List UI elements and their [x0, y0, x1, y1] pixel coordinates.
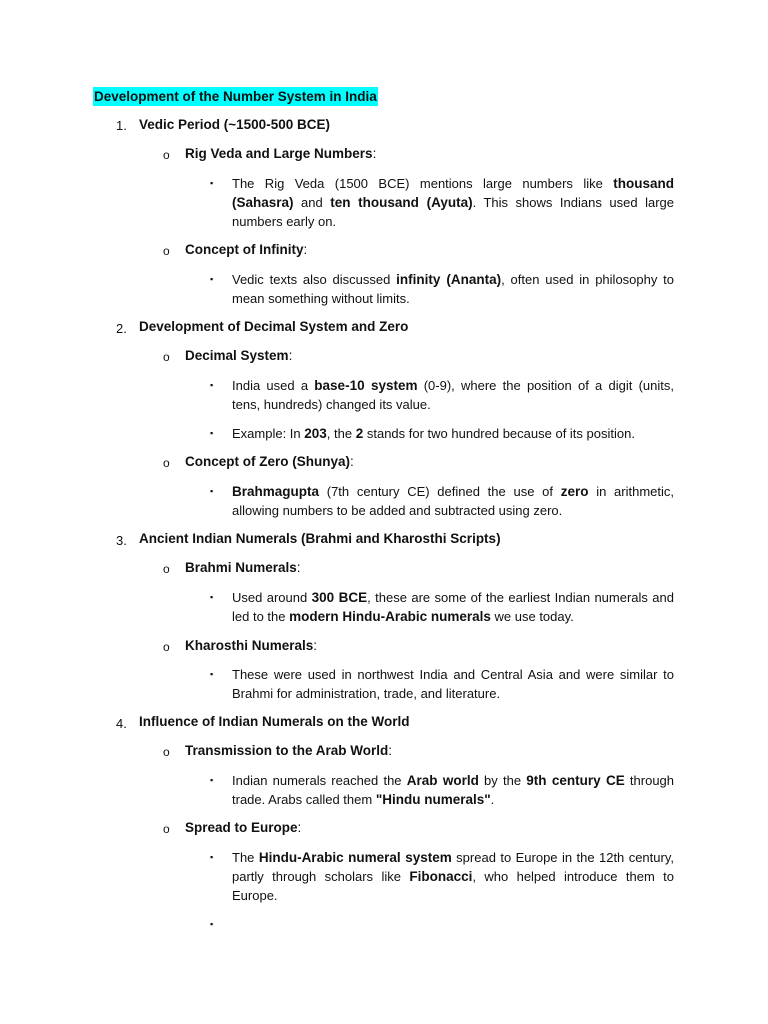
bullet-marker: ▪	[210, 380, 214, 390]
subheading: Concept of Zero (Shunya):	[185, 454, 354, 469]
sub-marker: o	[163, 745, 170, 759]
section-heading: Development of Decimal System and Zero	[139, 319, 409, 334]
section-heading: Ancient Indian Numerals (Brahmi and Kharosthi Scripts)	[139, 531, 501, 546]
bullet-text: Vedic texts also discussed infinity (Ananta), often used in philosophy to mean something without limits.	[232, 272, 675, 306]
bullet-marker: ▪	[210, 775, 214, 785]
bullet-text: Used around 300 BCE, these are some of the earliest Indian numerals and led to the modern Hindu-Arabic numerals we use today.	[232, 590, 674, 624]
bullet-text: The Rig Veda (1500 BCE) mentions large numbers like thousand (Sahasra) and ten thousand (Ayuta). This shows Indians used large numbers early on.	[232, 176, 674, 229]
sub-marker: o	[163, 562, 170, 576]
subheading: Rig Veda and Large Numbers:	[185, 146, 377, 161]
bullet-text: The Hindu-Arabic numeral system spread to Europe in the 12th century, partly through scholars like Fibonacci, who helped introduce them to Europe.	[232, 850, 675, 903]
section-heading: Vedic Period (~1500-500 BCE)	[139, 117, 330, 132]
subheading: Brahmi Numerals:	[185, 560, 301, 575]
sub-marker: o	[163, 640, 170, 654]
subheading: Kharosthi Numerals:	[185, 638, 318, 653]
bullet-text: Brahmagupta (7th century CE) defined the use of zero in arithmetic, allowing numbers to be added and subtracted using zero.	[232, 484, 674, 518]
sub-marker: o	[163, 244, 170, 258]
sub-marker: o	[163, 148, 170, 162]
bullet-marker: ▪	[210, 919, 214, 929]
bullet-marker: ▪	[210, 669, 214, 679]
section-number: 2.	[116, 321, 127, 336]
bullet-marker: ▪	[210, 592, 214, 602]
subheading: Transmission to the Arab World:	[185, 743, 393, 758]
subheading: Decimal System:	[185, 348, 293, 363]
section-heading: Influence of Indian Numerals on the World	[139, 714, 410, 729]
section-number: 1.	[116, 118, 127, 133]
subheading: Spread to Europe:	[185, 820, 302, 835]
bullet-text: Indian numerals reached the Arab world by the 9th century CE through trade. Arabs called them "Hindu numerals".	[232, 773, 675, 807]
bullet-marker: ▪	[210, 274, 214, 284]
bullet-text: Example: In 203, the 2 stands for two hundred because of its position.	[232, 426, 635, 441]
bullet-text: These were used in northwest India and Central Asia and were similar to Brahmi for administration, trade, and literature.	[232, 667, 674, 701]
bullet-marker: ▪	[210, 428, 214, 438]
page-title: Development of the Number System in India	[94, 89, 377, 104]
bullet-marker: ▪	[210, 852, 214, 862]
bullet-marker: ▪	[210, 486, 214, 496]
subheading: Concept of Infinity:	[185, 242, 308, 257]
sub-marker: o	[163, 350, 170, 364]
sub-marker: o	[163, 822, 170, 836]
sub-marker: o	[163, 456, 170, 470]
bullet-text: India used a base-10 system (0-9), where the position of a digit (units, tens, hundreds) changed its value.	[232, 378, 674, 412]
bullet-marker: ▪	[210, 178, 214, 188]
section-number: 4.	[116, 716, 127, 731]
section-number: 3.	[116, 533, 127, 548]
